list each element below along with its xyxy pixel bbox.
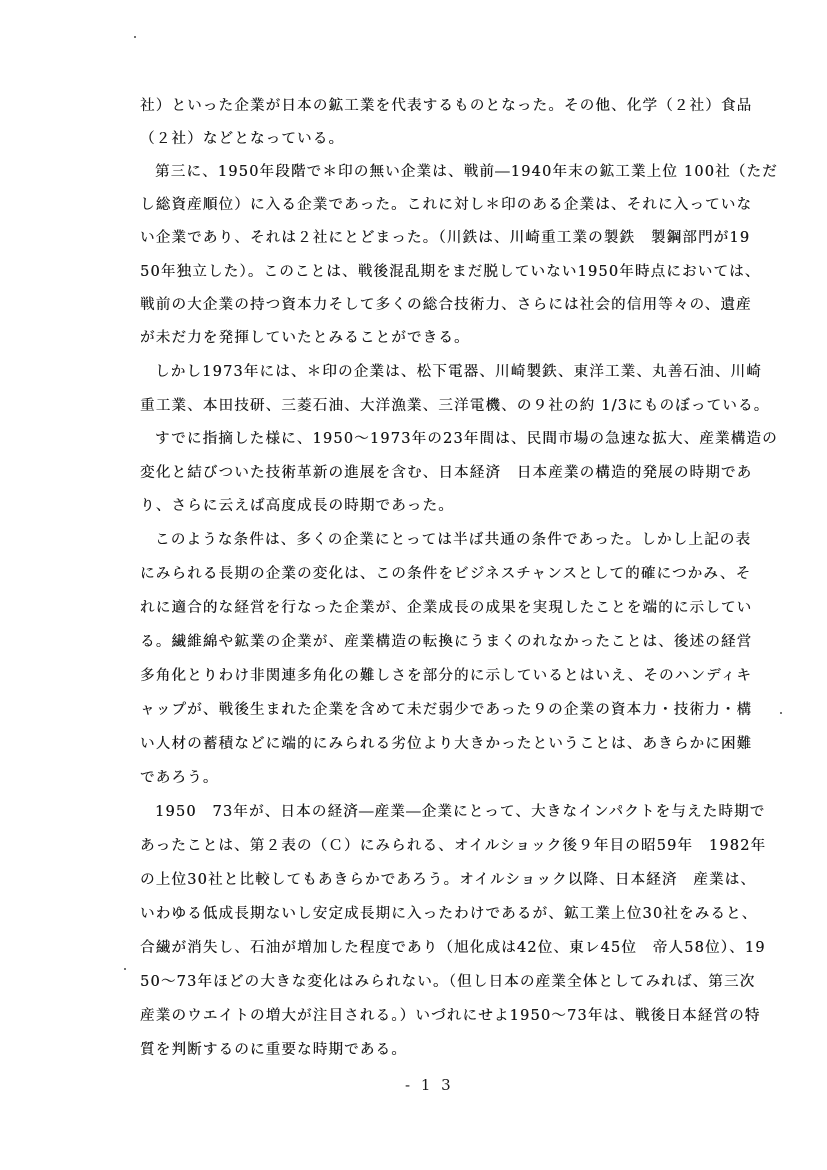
text-line: い企業であり、それは２社にとどまった。（川鉄は、川崎重工業の製鉄 製鋼部門が19 bbox=[140, 230, 751, 246]
text-line: 質を判断するのに重要な時期である。 bbox=[140, 1042, 407, 1058]
scan-speck bbox=[780, 712, 782, 714]
text-line: 1950 73年が、日本の経済―産業―企業にとって、大きなインパクトを与えた時期で bbox=[155, 804, 766, 820]
text-line: し総資産順位）に入る企業であった。これに対し＊印のある企業は、それに入っていな bbox=[140, 197, 753, 213]
text-line: る。繊維綿や鉱業の企業が、産業構造の転換にうまくのれなかったことは、後述の経営 bbox=[140, 634, 753, 650]
text-line: 変化と結びついた技術革新の進展を含む、日本経済 日本産業の構造的発展の時期であ bbox=[140, 465, 753, 481]
text-line: あったことは、第２表の（Ｃ）にみられる、オイルショック後９年目の昭59年 1982年 bbox=[140, 838, 767, 854]
text-line: 50年独立した）。このことは、戦後混乱期をまだ脱していない1950年時点においては、 bbox=[140, 264, 761, 280]
scan-speck bbox=[134, 36, 136, 38]
text-line: すでに指摘した様に、1950～1973年の23年間は、民間市場の急速な拡大、産業構造の bbox=[155, 431, 778, 447]
text-line: が未だ力を発揮していたとみることができる。 bbox=[140, 330, 470, 346]
text-line: にみられる長期の企業の変化は、この条件をビジネスチャンスとして的確につかみ、そ bbox=[140, 566, 752, 582]
text-line: 重工業、本田技研、三菱石油、大洋漁業、三洋電機、の９社の約 1/3にものぼっている。 bbox=[140, 398, 770, 414]
text-line: 戦前の大企業の持つ資本力そして多くの総合技術力、さらには社会的信用等々の、遺産 bbox=[140, 297, 752, 313]
text-line: れに適合的な経営を行なった企業が、企業成長の成果を実現したことを端的に示してい bbox=[140, 600, 753, 616]
text-line: り、さらに云えば高度成長の時期であった。 bbox=[140, 498, 454, 514]
text-line: ャップが、戦後生まれた企業を含めて未だ弱少であった９の企業の資本力・技術力・構 bbox=[140, 702, 753, 718]
text-line: い人材の蓄積などに端的にみられる劣位より大きかったということは、あきらかに困難 bbox=[140, 736, 753, 752]
text-line: このような条件は、多くの企業にとっては半ば共通の条件であった。しかし上記の表 bbox=[155, 532, 752, 548]
text-line: 多角化とりわけ非関連多角化の難しさを部分的に示しているとはいえ、そのハンディキ bbox=[140, 668, 753, 684]
text-line: しかし1973年には、＊印の企業は、松下電器、川崎製鉄、東洋工業、丸善石油、川崎 bbox=[155, 364, 762, 380]
text-line: 50～73年ほどの大きな変化はみられない。（但し日本の産業全体としてみれば、第三次 bbox=[140, 974, 756, 990]
text-line: （２社）などとなっている。 bbox=[140, 131, 345, 147]
text-line: 第三に、1950年段階で＊印の無い企業は、戦前―1940年末の鉱工業上位 100社（ただ bbox=[155, 164, 778, 180]
page-number: - 1 3 bbox=[405, 1076, 454, 1094]
text-line: いわゆる低成長期ないし安定成長期に入ったわけであるが、鉱工業上位30社をみると、 bbox=[140, 906, 758, 922]
text-line: 社）といった企業が日本の鉱工業を代表するものとなった。その他、化学（２社）食品 bbox=[140, 98, 753, 114]
text-line: であろう。 bbox=[140, 770, 219, 786]
text-line: 産業のウエイトの増大が注目される。）いづれにせよ1950～73年は、戦後日本経営の特 bbox=[140, 1008, 761, 1024]
text-line: 合繊が消失し、石油が増加した程度であり（旭化成は42位、東レ45位 帝人58位）、19 bbox=[140, 940, 766, 956]
scan-speck bbox=[124, 968, 126, 970]
text-line: の上位30社と比較してもあきらかであろう。オイルショック以降、日本経済 産業は、 bbox=[140, 872, 757, 888]
